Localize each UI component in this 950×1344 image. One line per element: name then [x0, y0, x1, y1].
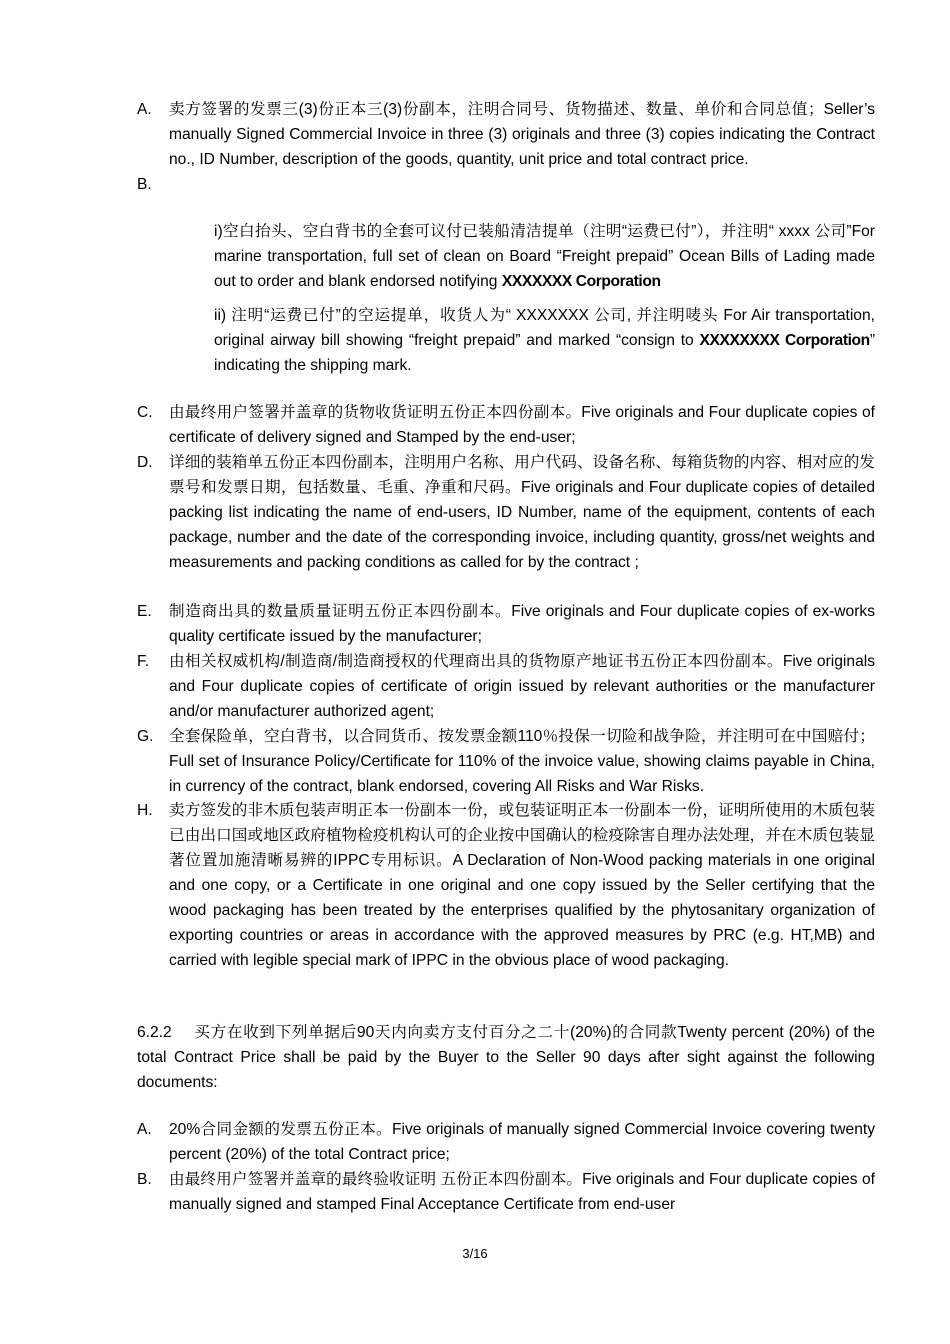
list-item-h	[137, 798, 875, 973]
sub-item-ii	[214, 303, 875, 378]
sub-item-prefix: ii)	[214, 307, 227, 324]
list-item-g	[137, 724, 875, 799]
list-item-f	[137, 649, 875, 724]
item-label: A.	[137, 101, 152, 118]
item-text: 由最终用户签署并盖章的货物收货证明五份正本四份副本。Five originals and Four duplicate copies of certificate of delivery signed and Stamped by the end-user;	[169, 404, 875, 446]
list-item-c	[137, 400, 875, 450]
sub-item-after: ” indicating the shipping mark.	[214, 332, 876, 374]
item-label: G.	[137, 728, 154, 745]
corporation-name: XXXXXXXX Corporation	[699, 332, 870, 349]
item-label: F.	[137, 653, 150, 670]
sub-item-i	[214, 219, 875, 294]
item-text: 全套保险单，空白背书，以合同货币、按发票金额110％投保一切险和战争险，并注明可在中国赔付；Full set of Insurance Policy/Certificate for 110% of the invoice value, showing claims payable in China, in currency of the contract, blank endorsed, covering All Risks and War Risks.	[169, 728, 875, 795]
clause-text: 买方在收到下列单据后90天内向卖方支付百分之二十(20%)的合同款Twenty percent (20%) of the total Contract Price shall be paid by the Buyer to the Seller 90 days after sight against the following documents:	[137, 1024, 875, 1091]
item-text: 详细的装箱单五份正本四份副本，注明用户名称、用户代码、设备名称、每箱货物的内容、相对应的发票号和发票日期，包括数量、毛重、净重和尺码。Five originals and Four duplicate copies of detailed packing list indicating the name of end-users, ID Number, name of the equipment, contents of each package, number and the date of the corresponding invoice, including quantity, gross/net weights and measurements and packing conditions as called for by the contract ;	[169, 454, 875, 571]
item-label: B.	[137, 176, 152, 193]
list-item-b2	[137, 1167, 875, 1217]
clause-number: 6.2.2	[137, 1024, 172, 1041]
item-text: 20%合同金额的发票五份正本。Five originals of manually signed Commercial Invoice covering twenty percent (20%) of the total Contract price;	[169, 1121, 875, 1163]
sub-item-text: 空白抬头、空白背书的全套可议付已装船清洁提单（注明“运费已付”），并注明“ xxxx 公司”For marine transportation, full set of clean on Board “Freight prepaid” Ocean Bills of Lading made out to order and blank endorsed notifying	[214, 223, 875, 290]
item-text: 卖方签发的非木质包装声明正本一份副本一份，或包装证明正本一份副本一份，证明所使用的木质包装已由出口国或地区政府植物检疫机构认可的企业按中国确认的检疫除害自理办法处理，并在木质包装显著位置加施清晰易辨的IPPC专用标识。A Declaration of Non-Wood packing materials in one original and one copy, or a Certificate in one original and one copy issued by the Seller certifying that the wood packaging has been treated by the enterprises qualified by the phytosanitary organization of exporting countries or areas in accordance with the approved measures by PRC (e.g. HT,MB) and carried with legible special mark of IPPC in the obvious place of wood packaging.	[169, 802, 875, 969]
item-label: A.	[137, 1121, 152, 1138]
list-item-a2	[137, 1117, 875, 1167]
list-item-e	[137, 599, 875, 649]
item-label: H.	[137, 802, 153, 819]
sub-item-prefix: i)	[214, 223, 223, 240]
item-label: D.	[137, 454, 153, 471]
item-text: 卖方签署的发票三(3)份正本三(3)份副本，注明合同号、货物描述、数量、单价和合同总值；Seller’s manually Signed Commercial Invoice in three (3) originals and three (3) copies indicating the Contract no., ID Number, description of the goods, quantity, unit price and total contract price.	[169, 101, 875, 168]
item-label: B.	[137, 1171, 152, 1188]
sub-item-text: 注明“运费已付”的空运提单，收货人为“ XXXXXXX 公司, 并注明唛头 For Air transportation, original airway bill showing “freight prepaid” and marked “consign to	[214, 307, 875, 349]
page-number: 3/16	[462, 1246, 488, 1261]
item-label: C.	[137, 404, 153, 421]
clause-6-2-2	[137, 1020, 875, 1095]
item-text: 由最终用户签署并盖章的最终验收证明 五份正本四份副本。Five originals and Four duplicate copies of manually signed and stamped Final Acceptance Certificate from end-user	[169, 1171, 875, 1213]
item-text: 制造商出具的数量质量证明五份正本四份副本。Five originals and Four duplicate copies of ex-works quality certificate issued by the manufacturer;	[169, 603, 875, 645]
list-item-d	[137, 450, 875, 575]
list-item-a	[137, 97, 875, 172]
item-label: E.	[137, 603, 152, 620]
corporation-name: XXXXXXX Corporation	[501, 273, 661, 290]
item-text: 由相关权威机构/制造商/制造商授权的代理商出具的货物原产地证书五份正本四份副本。Five originals and Four duplicate copies of certificate of origin issued by relevant authorities or the manufacturer and/or manufacturer authorized agent;	[169, 653, 875, 720]
